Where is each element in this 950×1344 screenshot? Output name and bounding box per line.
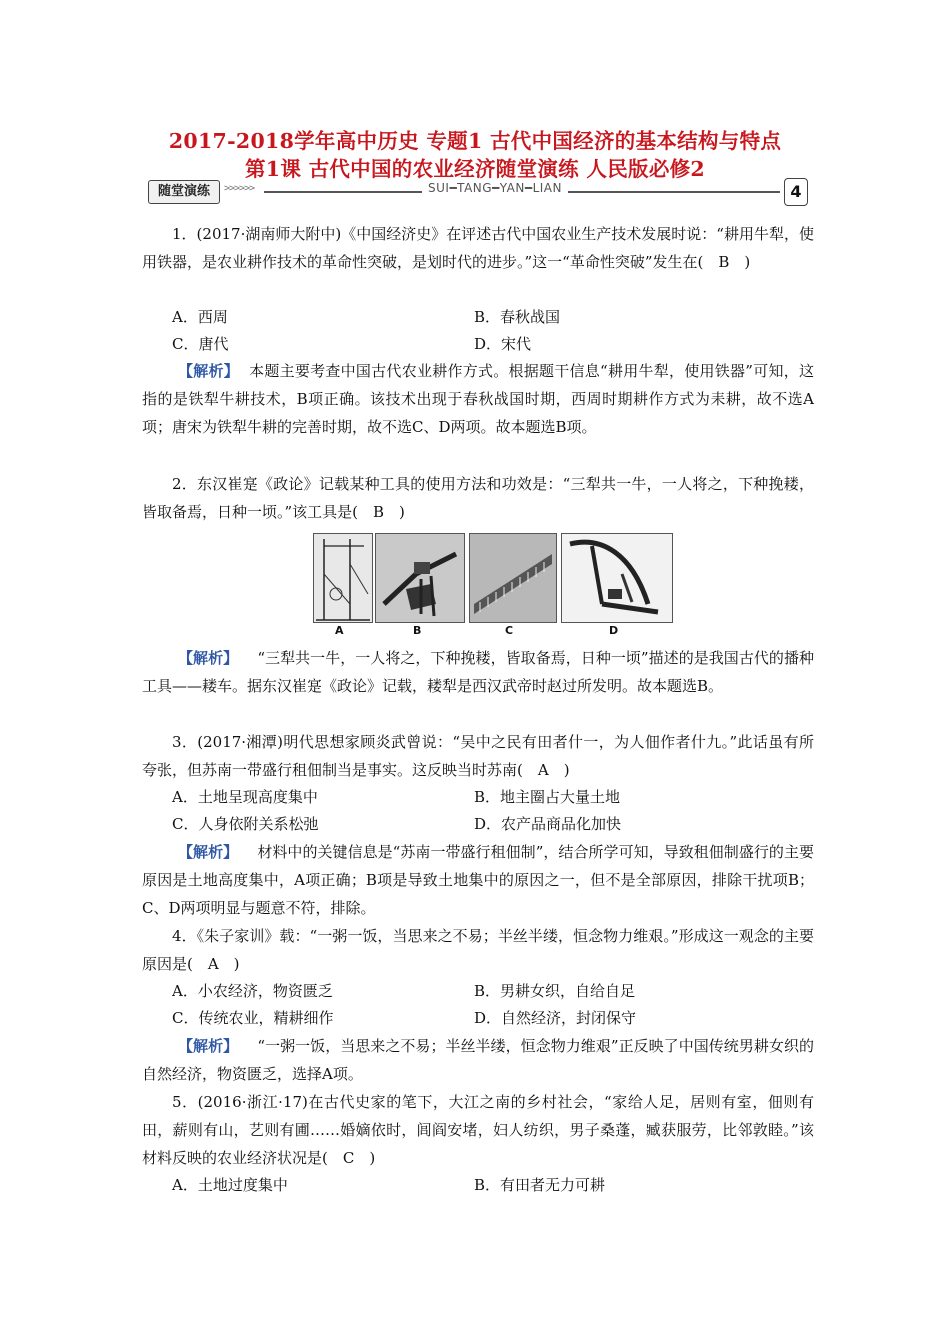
banner-arrows: >>>>>> [224, 183, 255, 194]
analysis-label: 【解析】 [178, 1037, 239, 1055]
section-banner [148, 180, 808, 204]
question-3-stem: 3．(2017·湘潭)明代思想家顾炎武曾说：“吴中之民有田者什一，为人佃作者什九。”此话虽有所夸张，但苏南一带盛行租佃制当是事实。这反映当时苏南( A ) [142, 733, 814, 779]
question-4-stem: 4．《朱子家训》载：“一粥一饭，当思来之不易；半丝半缕，恒念物力维艰。”形成这一观念的主要原因是( A ) [142, 927, 814, 973]
figure-b-label: B [413, 624, 422, 637]
analysis-label: 【解析】 [178, 843, 239, 861]
figure-d-label: D [609, 624, 619, 637]
figure-a-image [313, 533, 373, 623]
question-5-option-b: B．有田者无力可耕 [474, 1176, 606, 1194]
page-title-line1: 2017-2018学年高中历史 专题1 古代中国经济的基本结构与特点 [168, 129, 782, 153]
figure-d-image [561, 533, 673, 623]
question-2-analysis [142, 644, 814, 700]
banner-number: 4 [784, 178, 808, 206]
question-4-option-a: A．小农经济，物资匮乏 [172, 982, 333, 1000]
question-2-stem: 2．东汉崔寔《政论》记载某种工具的使用方法和功效是：“三犁共一牛，一人将之，下种挽耧，皆取备焉，日种一顷。”该工具是( B ) [142, 475, 814, 521]
figure-c-label: C [505, 624, 514, 637]
figure-c-image [469, 533, 557, 623]
question-5-option-a: A．土地过度集中 [172, 1176, 288, 1194]
question-1-option-c: C．唐代 [172, 335, 229, 353]
section-label: 随堂演练 [148, 180, 220, 204]
question-1-analysis [142, 357, 814, 441]
analysis-label: 【解析】 [178, 649, 239, 667]
question-2-figures [313, 533, 673, 643]
question-3-option-a: A．土地呈现高度集中 [172, 788, 318, 806]
question-1-option-b: B．春秋战国 [474, 308, 561, 326]
question-1-option-d: D．宋代 [474, 335, 532, 353]
analysis-text: 材料中的关键信息是“苏南一带盛行租佃制”，结合所学可知，导致租佃制盛行的主要原因是土地高度集中，A项正确；B项是导致土地集中的原因之一，但不是全部原因，排除干扰项B；C、D两项明显与题意不符，排除。 [142, 843, 814, 917]
question-1-option-a: A．西周 [172, 308, 228, 326]
question-4-option-b: B．男耕女织，自给自足 [474, 982, 636, 1000]
question-5-stem: 5．(2016·浙江·17)在古代史家的笔下，大江之南的乡村社会，“家给人足，居则有室，佃则有田，薪则有山，艺则有圃……婚嫡依时，闾阎安堵，妇人纺织，男子桑蓬，臧获服劳，比邻敦睦。”该材料反映的农业经济状况是( C ) [142, 1093, 814, 1167]
question-3-option-b: B．地主圈占大量土地 [474, 788, 621, 806]
question-4-option-d: D．自然经济，封闭保守 [474, 1009, 637, 1027]
question-4-analysis [142, 1032, 814, 1088]
analysis-text: 本题主要考查中国古代农业耕作方式。根据题干信息“耕用牛犁，使用铁器”可知，这指的是铁犁牛耕技术，B项正确。该技术出现于春秋战国时期，西周时期耕作方式为耒耕，故不选A项；唐宋为铁犁牛耕的完善时期，故不选C、D两项。故本题选B项。 [142, 362, 814, 436]
question-4-option-c: C．传统农业，精耕细作 [172, 1009, 334, 1027]
analysis-text: “一粥一饭，当思来之不易；半丝半缕，恒念物力维艰”正反映了中国传统男耕女织的自然经济，物资匮乏，选择A项。 [142, 1037, 814, 1083]
analysis-text: “三犁共一牛，一人将之，下种挽耧，皆取备焉，日种一顷”描述的是我国古代的播种工具——耧车。据东汉崔寔《政论》记载，耧犁是西汉武帝时赵过所发明。故本题选B。 [142, 649, 814, 695]
figure-b-image [375, 533, 465, 623]
question-3-option-c: C．人身依附关系松弛 [172, 815, 319, 833]
banner-pinyin: SUI━TANG━YAN━LIAN [422, 181, 568, 195]
page-title-line2: 第1课 古代中国的农业经济随堂演练 人民版必修2 [244, 157, 705, 181]
question-3-analysis [142, 838, 814, 922]
question-1-stem: 1．(2017·湖南师大附中)《中国经济史》在评述古代中国农业生产技术发展时说：“耕用牛犁，使用铁器，是农业耕作技术的革命性突破，是划时代的进步。”这一“革命性突破”发生在( B ) [142, 225, 814, 271]
figure-a-label: A [335, 624, 344, 637]
question-3-option-d: D．农产品商品化加快 [474, 815, 622, 833]
analysis-label: 【解析】 [178, 362, 240, 380]
